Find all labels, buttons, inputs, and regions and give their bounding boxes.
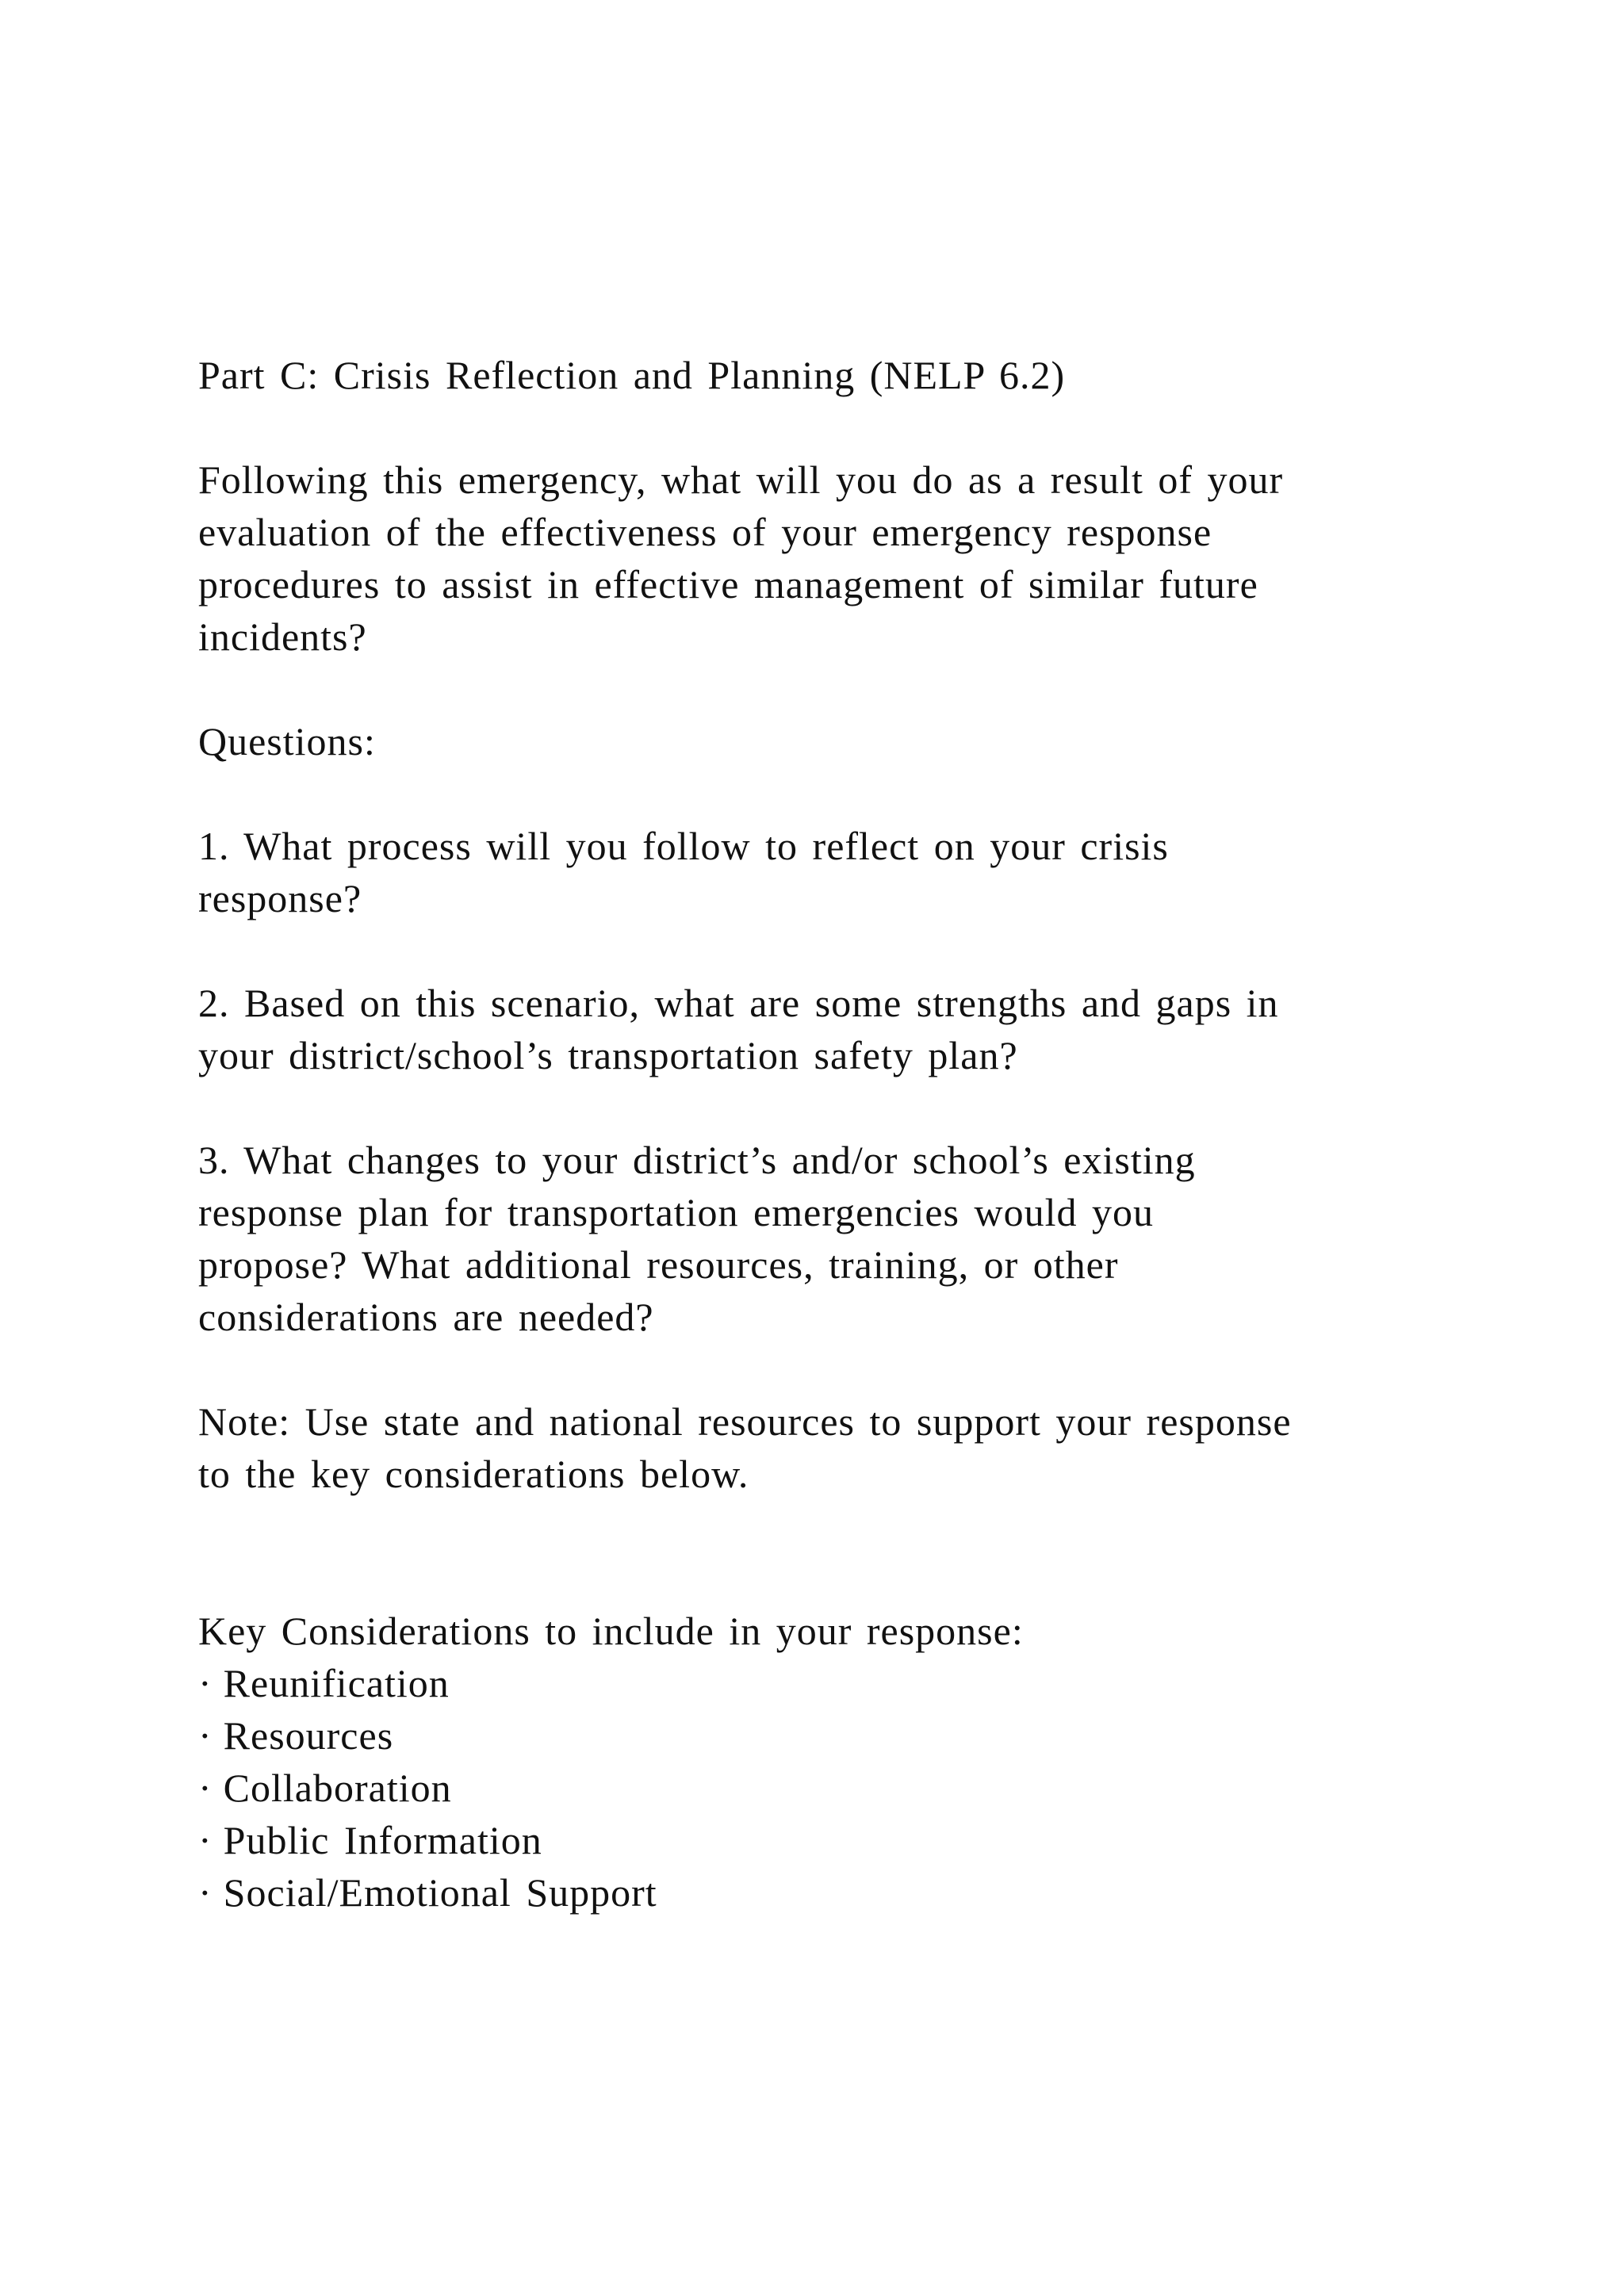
- note-line: to the key considerations below.: [198, 1452, 749, 1496]
- list-item-text: Resources: [223, 1713, 394, 1758]
- list-item-text: Collaboration: [223, 1766, 452, 1810]
- spacer: [198, 1552, 1435, 1605]
- list-item-text: Social/Emotional Support: [223, 1870, 657, 1915]
- bullet-icon: ·: [198, 1818, 213, 1862]
- bullet-icon: ·: [198, 1661, 213, 1705]
- question-line: considerations are needed?: [198, 1295, 654, 1339]
- question-line: 2. Based on this scenario, what are some strengths and gaps in: [198, 981, 1279, 1025]
- list-item: [198, 1709, 1435, 1762]
- intro-line: Following this emergency, what will you do as a result of your: [198, 457, 1284, 502]
- intro-line: evaluation of the effectiveness of your emergency response: [198, 510, 1212, 554]
- questions-label-text: Questions:: [198, 719, 376, 763]
- key-considerations-label: Key Considerations to include in your response:: [198, 1609, 1024, 1653]
- question-line: your district/school’s transportation safety plan?: [198, 1033, 1018, 1077]
- question-line: response plan for transportation emergencies would you: [198, 1190, 1154, 1234]
- list-item: [198, 1657, 1435, 1709]
- question-3: [198, 1134, 1435, 1343]
- list-item: [198, 1762, 1435, 1814]
- bullet-icon: ·: [198, 1870, 213, 1915]
- question-line: 3. What changes to your district’s and/or school’s existing: [198, 1138, 1196, 1182]
- heading-text: Part C: Crisis Reflection and Planning (NELP 6.2): [198, 353, 1066, 397]
- list-item-text: Public Information: [223, 1818, 542, 1862]
- key-considerations-section: [198, 1605, 1435, 1919]
- section-heading: [198, 349, 1435, 401]
- question-line: 1. What process will you follow to reflect on your crisis: [198, 824, 1169, 868]
- key-considerations-list: [198, 1657, 1435, 1919]
- list-item: [198, 1814, 1435, 1866]
- question-1: [198, 820, 1435, 924]
- bullet-icon: ·: [198, 1766, 213, 1810]
- intro-line: incidents?: [198, 614, 367, 659]
- note-paragraph: [198, 1395, 1435, 1500]
- bullet-icon: ·: [198, 1713, 213, 1758]
- list-item-text: Reunification: [223, 1661, 450, 1705]
- document-body: [198, 349, 1435, 1919]
- questions-label: [198, 715, 1435, 767]
- question-line: propose? What additional resources, training, or other: [198, 1242, 1119, 1287]
- question-line: response?: [198, 876, 362, 920]
- list-item: [198, 1866, 1435, 1919]
- intro-paragraph: [198, 453, 1435, 663]
- intro-line: procedures to assist in effective management of similar future: [198, 562, 1258, 607]
- note-line: Note: Use state and national resources to support your response: [198, 1399, 1292, 1444]
- question-2: [198, 977, 1435, 1081]
